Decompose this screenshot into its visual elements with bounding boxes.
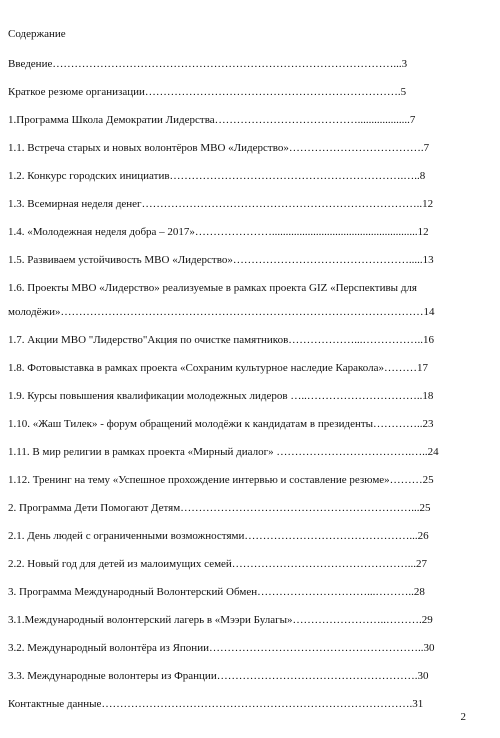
toc-heading: Содержание [8,28,66,40]
toc-entry-program-2: 2. Программа Дети Помогают Детям………………………………………………………...25 [8,502,431,514]
toc-entry-contacts: Контактные данные………………………………………………………………………….31 [8,698,424,710]
toc-entry-1-5: 1.5. Развиваем устойчивость МВО «Лидерство»………………………………………….....13 [8,254,434,266]
toc-entry-summary: Краткое резюме организации…………………………………………………………….5 [8,86,407,98]
toc-entry-1-2: 1.2. Конкурс городских инициатив……………………………………………………….…..8 [8,170,426,182]
toc-entry-1-6-line-2: молодёжи»………………………………………………………………………………………14 [8,306,435,318]
toc-entry-1-8: 1.8. Фотовыставка в рамках проекта «Сохраним культурное наследие Каракола»………17 [8,362,429,374]
toc-entry-1-10: 1.10. «Жаш Тилек» - форум обращений молодёжи к кандидатам в президенты…………..23 [8,418,434,430]
toc-entry-1-4: 1.4. «Молодежная неделя добра – 2017»………………….....................................................12 [8,226,429,238]
toc-entry-3-3: 3.3. Международные волонтеры из Франции……………………………………………….30 [8,670,429,682]
toc-entry-2-1: 2.1. День людей с ограниченными возможностями………………………………………...26 [8,530,429,542]
toc-entry-1-11: 1.11. В мир религии в рамках проекта «Мирный диалог» ……………………………….…..24 [8,446,439,458]
toc-entry-1-12: 1.12. Тренинг на тему «Успешное прохождение интервью и составление резюме»………25 [8,474,434,486]
toc-entry-1-9: 1.9. Курсы повышения квалификации молодежных лидеров …..…………………………..18 [8,390,434,402]
toc-entry-introduction: Введение…………………………………………………………………………………...3 [8,58,408,70]
toc-entry-program-3: 3. Программа Международный Волонтерский Обмен…………………………...………..28 [8,586,425,598]
toc-entry-1-3: 1.3. Всемирная неделя денег…………………………………………………………………..12 [8,198,434,210]
toc-entry-1-6-line-1: 1.6. Проекты МВО «Лидерство» реализуемые в рамках проекта GIZ «Перспективы для [8,282,417,294]
toc-entry-1-1: 1.1. Встреча старых и новых волонтёров МВО «Лидерство»……………………………….7 [8,142,430,154]
page-number: 2 [460,711,466,723]
toc-entry-3-1: 3.1.Международный волонтерский лагерь в «Мээри Булагы»……………………..……….29 [8,614,433,626]
toc-entry-program-1: 1.Программа Школа Демократии Лидерства…………………………………...................7 [8,114,416,126]
toc-entry-2-2: 2.2. Новый год для детей из малоимущих семей…………………………………………...27 [8,558,428,570]
toc-entry-1-7: 1.7. Акции МВО "Лидерство"Акция по очистке памятников………………...……………..16 [8,334,435,346]
toc-entry-3-2: 3.2. Международный волонтёра из Японии…………………………………………………..30 [8,642,435,654]
